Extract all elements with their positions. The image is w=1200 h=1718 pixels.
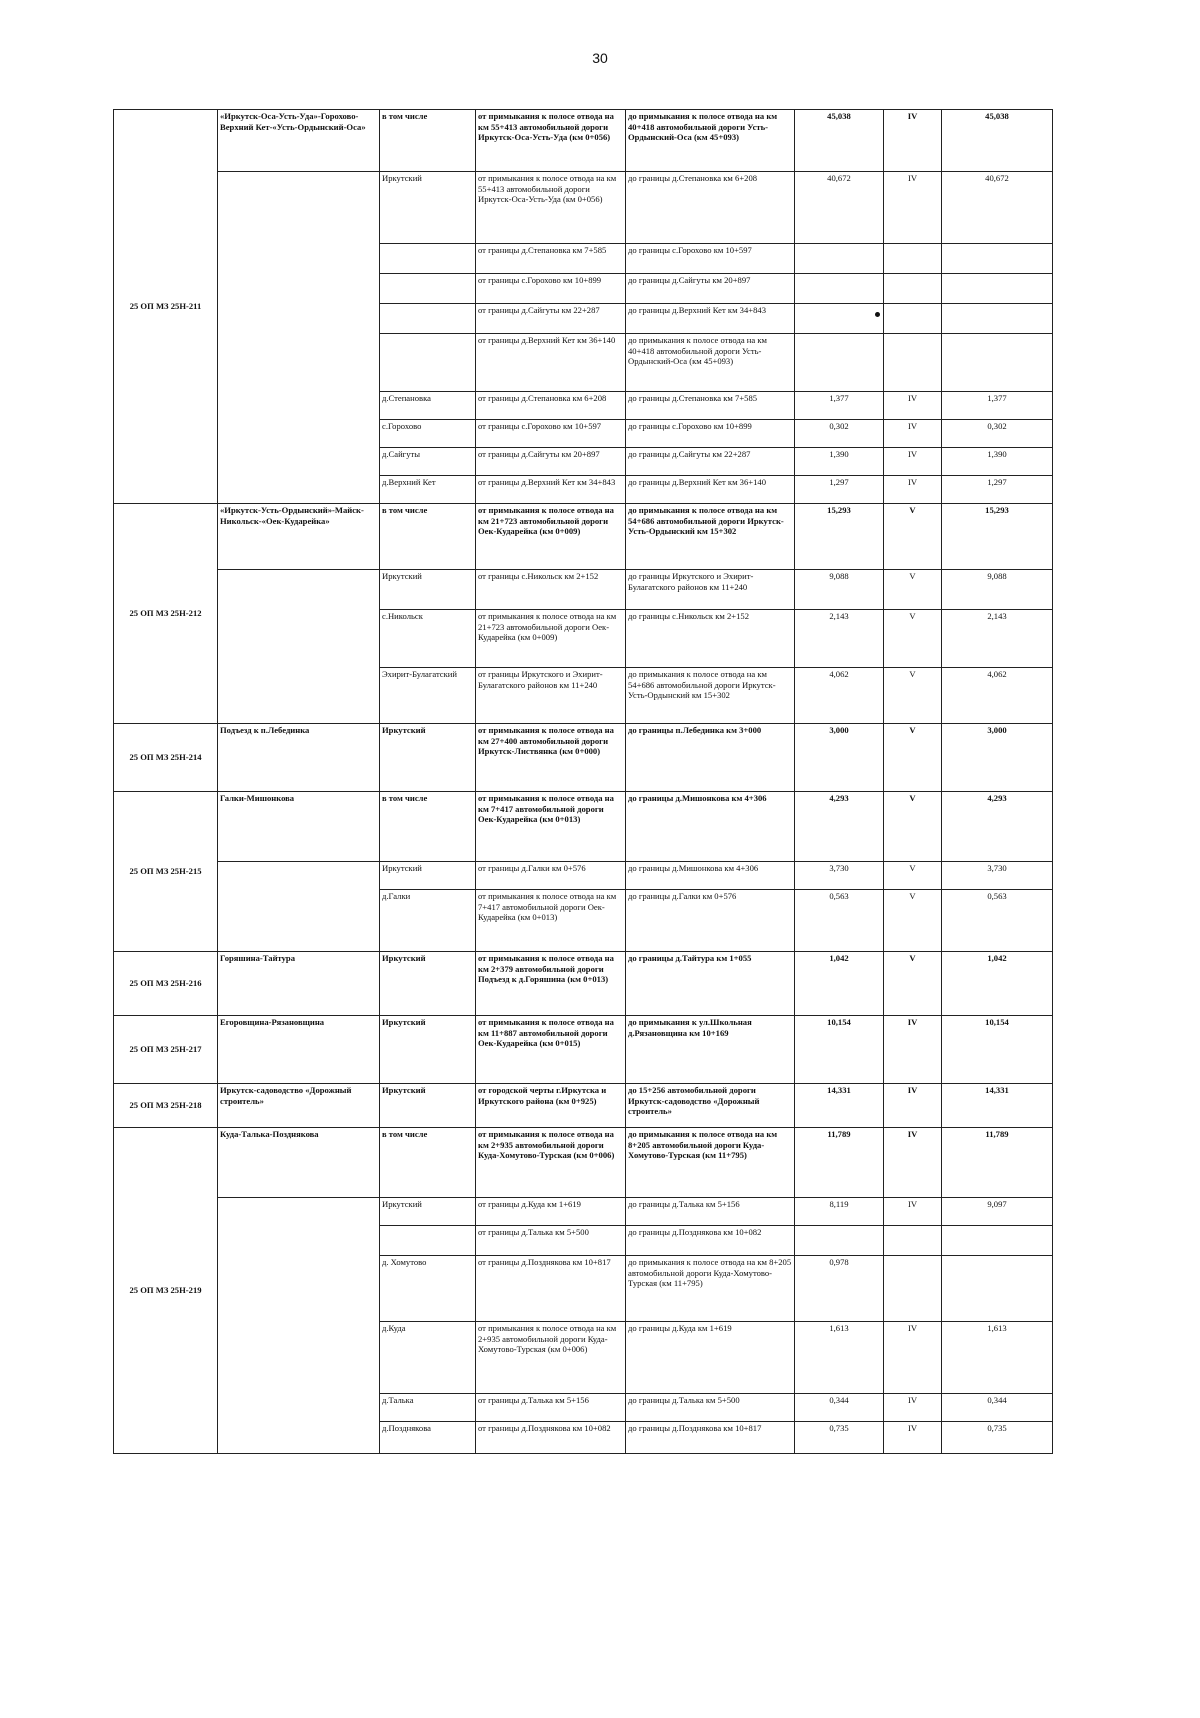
length-cell: 4,062 [795,668,884,724]
to-cell: до границы д.Верхний Кет км 34+843 [626,304,795,334]
to-cell: до примыкания к полосе отвода на км 54+686 автомобильной дороги Иркутск-Усть-Ордынский км 15+302 [626,504,795,570]
total-cell: 15,293 [942,504,1053,570]
category-cell: IV [884,172,942,244]
length-cell: 2,143 [795,610,884,668]
to-cell: до примыкания к ул.Школьная д.Рязановщина км 10+169 [626,1016,795,1084]
total-cell: 9,097 [942,1198,1053,1226]
category-cell: V [884,724,942,792]
category-cell [884,1226,942,1256]
to-cell: до примыкания к полосе отвода на км 8+205 автомобильной дороги Куда-Хомутово-Турская (км 11+795) [626,1128,795,1198]
from-cell: от примыкания к полосе отвода на км 7+417 автомобильной дороги Оек-Кударейка (км 0+013) [476,890,626,952]
total-cell [942,304,1053,334]
length-cell: 0,735 [795,1422,884,1454]
to-cell: до границы с.Никольск км 2+152 [626,610,795,668]
from-cell: от примыкания к полосе отвода на км 21+723 автомобильной дороги Оек-Кударейка (км 0+009) [476,504,626,570]
total-cell: 1,613 [942,1322,1053,1394]
length-cell: 8,119 [795,1198,884,1226]
category-cell: IV [884,420,942,448]
length-cell: 1,613 [795,1322,884,1394]
length-cell: 11,789 [795,1128,884,1198]
length-cell: 0,302 [795,420,884,448]
from-cell: от границы с.Горохово км 10+899 [476,274,626,304]
to-cell: до границы д.Галки км 0+576 [626,890,795,952]
total-cell [942,274,1053,304]
area-cell: Эхирит-Булагатский [380,668,476,724]
length-cell: 10,154 [795,1016,884,1084]
from-cell: от границы д.Позднякова км 10+082 [476,1422,626,1454]
road-name-cell: Куда-Талька-Позднякова [218,1128,380,1198]
to-cell: до границы с.Горохово км 10+597 [626,244,795,274]
category-cell: IV [884,1422,942,1454]
table-row [114,570,1053,610]
from-cell: от границы д.Галки км 0+576 [476,862,626,890]
to-cell: до границы п.Лебединка км 3+000 [626,724,795,792]
stray-dot [875,312,880,317]
area-cell: д.Сайгуты [380,448,476,476]
from-cell: от границы д.Верхний Кет км 36+140 [476,334,626,392]
from-cell: от примыкания к полосе отвода на км 2+935 автомобильной дороги Куда-Хомутово-Турская (км 0+006) [476,1128,626,1198]
from-cell: от границы д.Степановка км 6+208 [476,392,626,420]
total-cell: 3,000 [942,724,1053,792]
category-cell: IV [884,1322,942,1394]
table-row [114,1198,1053,1226]
category-cell [884,274,942,304]
from-cell: от границы Иркутского и Эхирит-Булагатского районов км 11+240 [476,668,626,724]
total-cell: 0,735 [942,1422,1053,1454]
table-row [114,724,1053,792]
to-cell: до границы д.Мишонкова км 4+306 [626,792,795,862]
road-code-cell: 25 ОП МЗ 25Н-212 [114,504,218,724]
area-cell: д.Талька [380,1394,476,1422]
to-cell: до границы д.Позднякова км 10+082 [626,1226,795,1256]
area-cell: Иркутский [380,1084,476,1128]
area-cell: в том числе [380,110,476,172]
from-cell: от примыкания к полосе отвода на км 55+413 автомобильной дороги Иркутск-Оса-Усть-Уда (км 0+056) [476,110,626,172]
length-cell: 9,088 [795,570,884,610]
category-cell: V [884,610,942,668]
category-cell: V [884,952,942,1016]
total-cell: 40,672 [942,172,1053,244]
from-cell: от границы д.Сайгуты км 20+897 [476,448,626,476]
road-name-empty-cell [218,570,380,724]
table-row [114,952,1053,1016]
page-number: 30 [592,50,608,66]
category-cell: IV [884,448,942,476]
from-cell: от границы д.Сайгуты км 22+287 [476,304,626,334]
from-cell: от примыкания к полосе отвода на км 2+935 автомобильной дороги Куда-Хомутово-Турская (км 0+006) [476,1322,626,1394]
length-cell: 0,563 [795,890,884,952]
area-cell: д.Верхний Кет [380,476,476,504]
table-row [114,862,1053,890]
total-cell: 14,331 [942,1084,1053,1128]
area-cell: в том числе [380,1128,476,1198]
to-cell: до границы Иркутского и Эхирит-Булагатского районов км 11+240 [626,570,795,610]
category-cell: V [884,792,942,862]
total-cell: 10,154 [942,1016,1053,1084]
area-cell: Иркутский [380,724,476,792]
table-row [114,504,1053,570]
to-cell: до границы д.Мишонкова км 4+306 [626,862,795,890]
area-cell: Иркутский [380,1198,476,1226]
total-cell: 11,789 [942,1128,1053,1198]
category-cell: V [884,504,942,570]
total-cell: 1,042 [942,952,1053,1016]
length-cell [795,334,884,392]
area-cell: д.Галки [380,890,476,952]
road-name-empty-cell [218,862,380,952]
length-cell: 45,038 [795,110,884,172]
area-cell: д.Позднякова [380,1422,476,1454]
total-cell: 0,563 [942,890,1053,952]
category-cell: V [884,890,942,952]
total-cell: 4,293 [942,792,1053,862]
length-cell: 14,331 [795,1084,884,1128]
to-cell: до границы д.Степановка км 6+208 [626,172,795,244]
length-cell [795,244,884,274]
area-cell [380,334,476,392]
area-cell: с.Никольск [380,610,476,668]
length-cell: 1,042 [795,952,884,1016]
road-name-cell: «Иркутск-Оса-Усть-Уда»-Горохово-Верхний Кет-«Усть-Ордынский-Оса» [218,110,380,172]
table-row [114,110,1053,172]
road-name-cell: Егоровщина-Рязановщина [218,1016,380,1084]
total-cell [942,1226,1053,1256]
area-cell: Иркутский [380,1016,476,1084]
total-cell [942,244,1053,274]
road-code-cell: 25 ОП МЗ 25Н-215 [114,792,218,952]
road-name-cell: Галки-Мишонкова [218,792,380,862]
length-cell [795,274,884,304]
area-cell [380,1226,476,1256]
total-cell: 4,062 [942,668,1053,724]
to-cell: до границы д.Позднякова км 10+817 [626,1422,795,1454]
length-cell: 4,293 [795,792,884,862]
length-cell: 3,730 [795,862,884,890]
area-cell: д.Куда [380,1322,476,1394]
category-cell [884,334,942,392]
table-row [114,1084,1053,1128]
total-cell: 0,302 [942,420,1053,448]
road-code-cell: 25 ОП МЗ 25Н-216 [114,952,218,1016]
to-cell: до примыкания к полосе отвода на км 40+418 автомобильной дороги Усть-Ордынский-Оса (км 45+093) [626,334,795,392]
from-cell: от границы д.Талька км 5+500 [476,1226,626,1256]
total-cell: 9,088 [942,570,1053,610]
to-cell: до границы д.Куда км 1+619 [626,1322,795,1394]
length-cell: 1,297 [795,476,884,504]
category-cell [884,304,942,334]
total-cell: 0,344 [942,1394,1053,1422]
to-cell: до границы д.Сайгуты км 20+897 [626,274,795,304]
length-cell [795,304,884,334]
area-cell: Иркутский [380,570,476,610]
area-cell [380,244,476,274]
road-name-cell: Подъезд к п.Лебединка [218,724,380,792]
area-cell: в том числе [380,792,476,862]
area-cell: с.Горохово [380,420,476,448]
total-cell [942,1256,1053,1322]
to-cell: до границы д.Верхний Кет км 36+140 [626,476,795,504]
table-row [114,1128,1053,1198]
from-cell: от примыкания к полосе отвода на км 7+417 автомобильной дороги Оек-Кударейка (км 0+013) [476,792,626,862]
total-cell: 45,038 [942,110,1053,172]
total-cell: 1,390 [942,448,1053,476]
total-cell: 1,377 [942,392,1053,420]
category-cell: IV [884,1198,942,1226]
length-cell: 40,672 [795,172,884,244]
from-cell: от границы д.Степановка км 7+585 [476,244,626,274]
total-cell: 1,297 [942,476,1053,504]
category-cell: IV [884,1016,942,1084]
table-row [114,1016,1053,1084]
road-name-cell: Горяшина-Тайтура [218,952,380,1016]
area-cell: в том числе [380,504,476,570]
category-cell: IV [884,1128,942,1198]
length-cell: 0,344 [795,1394,884,1422]
to-cell: до границы с.Горохово км 10+899 [626,420,795,448]
category-cell: IV [884,110,942,172]
length-cell: 15,293 [795,504,884,570]
area-cell: д.Степановка [380,392,476,420]
category-cell: V [884,862,942,890]
to-cell: до 15+256 автомобильной дороги Иркутск-садоводство «Дорожный строитель» [626,1084,795,1128]
to-cell: до примыкания к полосе отвода на км 54+686 автомобильной дороги Иркутск-Усть-Ордынский км 15+302 [626,668,795,724]
from-cell: от границы д.Позднякова км 10+817 [476,1256,626,1322]
length-cell [795,1226,884,1256]
to-cell: до границы д.Талька км 5+156 [626,1198,795,1226]
roads-table [113,109,1053,1454]
table-row [114,792,1053,862]
road-name-cell: Иркутск-садоводство «Дорожный строитель» [218,1084,380,1128]
from-cell: от примыкания к полосе отвода на км 21+723 автомобильной дороги Оек-Кударейка (км 0+009) [476,610,626,668]
category-cell: V [884,668,942,724]
category-cell: IV [884,1084,942,1128]
from-cell: от границы д.Верхний Кет км 34+843 [476,476,626,504]
from-cell: от границы д.Куда км 1+619 [476,1198,626,1226]
length-cell: 1,377 [795,392,884,420]
from-cell: от примыкания к полосе отвода на км 11+887 автомобильной дороги Оек-Кударейка (км 0+015) [476,1016,626,1084]
from-cell: от границы с.Никольск км 2+152 [476,570,626,610]
category-cell [884,1256,942,1322]
length-cell: 1,390 [795,448,884,476]
area-cell: д. Хомутово [380,1256,476,1322]
category-cell: IV [884,392,942,420]
from-cell: от примыкания к полосе отвода на км 55+413 автомобильной дороги Иркутск-Оса-Усть-Уда (км 0+056) [476,172,626,244]
from-cell: от границы д.Талька км 5+156 [476,1394,626,1422]
area-cell: Иркутский [380,862,476,890]
to-cell: до границы д.Степановка км 7+585 [626,392,795,420]
table-row [114,172,1053,244]
category-cell [884,244,942,274]
road-code-cell: 25 ОП МЗ 25Н-217 [114,1016,218,1084]
to-cell: до границы д.Тайтура км 1+055 [626,952,795,1016]
area-cell: Иркутский [380,952,476,1016]
category-cell: IV [884,1394,942,1422]
road-name-cell: «Иркутск-Усть-Ордынский»-Майск-Никольск-«Оек-Кударейка» [218,504,380,570]
from-cell: от границы с.Горохово км 10+597 [476,420,626,448]
total-cell: 2,143 [942,610,1053,668]
area-cell: Иркутский [380,172,476,244]
total-cell [942,334,1053,392]
from-cell: от примыкания к полосе отвода на км 27+400 автомобильной дороги Иркутск-Листвянка (км 0+000) [476,724,626,792]
to-cell: до примыкания к полосе отвода на км 40+418 автомобильной дороги Усть-Ордынский-Оса (км 45+093) [626,110,795,172]
to-cell: до границы д.Талька км 5+500 [626,1394,795,1422]
length-cell: 0,978 [795,1256,884,1322]
area-cell [380,304,476,334]
road-name-empty-cell [218,1198,380,1454]
total-cell: 3,730 [942,862,1053,890]
road-code-cell: 25 ОП МЗ 25Н-218 [114,1084,218,1128]
length-cell: 3,000 [795,724,884,792]
road-code-cell: 25 ОП МЗ 25Н-211 [114,110,218,504]
to-cell: до границы д.Сайгуты км 22+287 [626,448,795,476]
to-cell: до примыкания к полосе отвода на км 8+205 автомобильной дороги Куда-Хомутово-Турская (км 11+795) [626,1256,795,1322]
category-cell: V [884,570,942,610]
roads-table-body [114,110,1053,1454]
area-cell [380,274,476,304]
from-cell: от примыкания к полосе отвода на км 2+379 автомобильной дороги Подъезд к д.Горяшина (км 0+013) [476,952,626,1016]
road-name-empty-cell [218,172,380,504]
road-code-cell: 25 ОП МЗ 25Н-214 [114,724,218,792]
category-cell: IV [884,476,942,504]
road-code-cell: 25 ОП МЗ 25Н-219 [114,1128,218,1454]
from-cell: от городской черты г.Иркутска и Иркутского района (км 0+925) [476,1084,626,1128]
